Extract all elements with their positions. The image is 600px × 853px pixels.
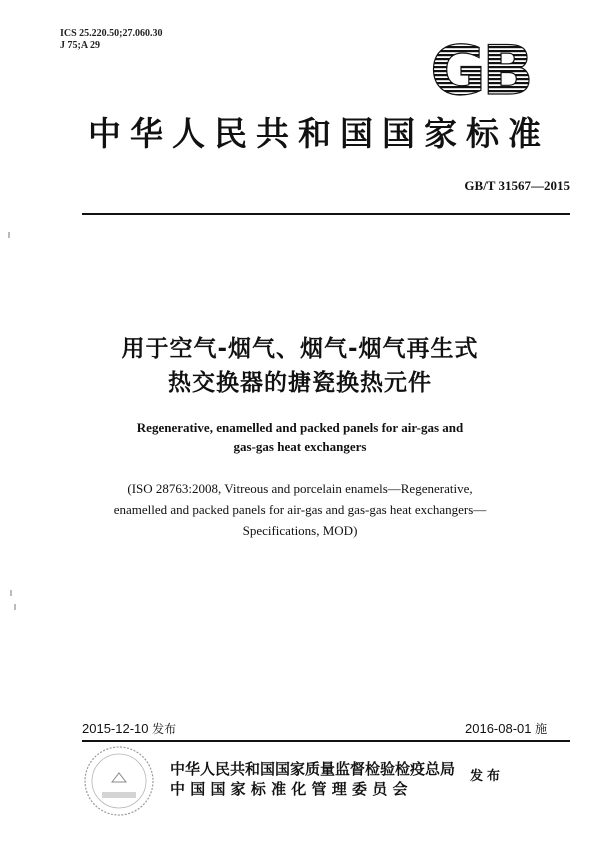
effective-date-label: 施 — [535, 722, 548, 736]
issue-date: 2015-12-10 — [82, 721, 149, 736]
ics-code: ICS 25.220.50;27.060.30 — [60, 28, 163, 39]
scan-speck — [14, 604, 16, 610]
standard-number: GB/T 31567—2015 — [464, 178, 570, 193]
publish-label: 发布 — [470, 769, 505, 784]
document-title-en — [90, 418, 510, 456]
scan-speck — [10, 590, 12, 596]
ccs-code: J 75;A 29 — [60, 40, 100, 51]
document-title-en-line1: Regenerative, enamelled and packed panels for air-gas and — [136, 420, 464, 435]
iso-reference-line1: (ISO 28763:2008, Vitreous and porcelain enamels—Regenerative, — [127, 481, 473, 496]
header-rule — [82, 213, 570, 215]
issue-date-label: 发布 — [152, 722, 177, 736]
iso-reference — [70, 478, 530, 541]
effective-date-block — [465, 720, 547, 737]
gb-logo-text: GB — [430, 38, 530, 100]
effective-date: 2016-08-01 — [465, 721, 532, 736]
issuer-line2: 中 国 国 家 标 准 化 管 理 委 员 会 — [170, 780, 408, 798]
iso-reference-line3: Specifications, MOD) — [242, 523, 358, 538]
gb-logo — [420, 38, 540, 100]
classification-codes — [60, 28, 163, 52]
scan-speck — [8, 232, 10, 238]
iso-reference-line2: enamelled and packed panels for air-gas and gas-gas heat exchangers— — [113, 502, 487, 517]
issue-date-block — [82, 720, 176, 737]
national-standard-title: 中华人民共和国国家标准 — [88, 114, 550, 153]
document-title-cn-line2: 热交换器的搪瓷换热元件 — [168, 370, 432, 396]
document-title-cn-line1: 用于空气-烟气、烟气-烟气再生式 — [121, 336, 479, 362]
document-title-en-line2: gas-gas heat exchangers — [233, 439, 367, 454]
official-seal-stamp — [80, 742, 158, 820]
issuer-line1: 中华人民共和国国家质量监督检验检疫总局 — [170, 760, 456, 778]
